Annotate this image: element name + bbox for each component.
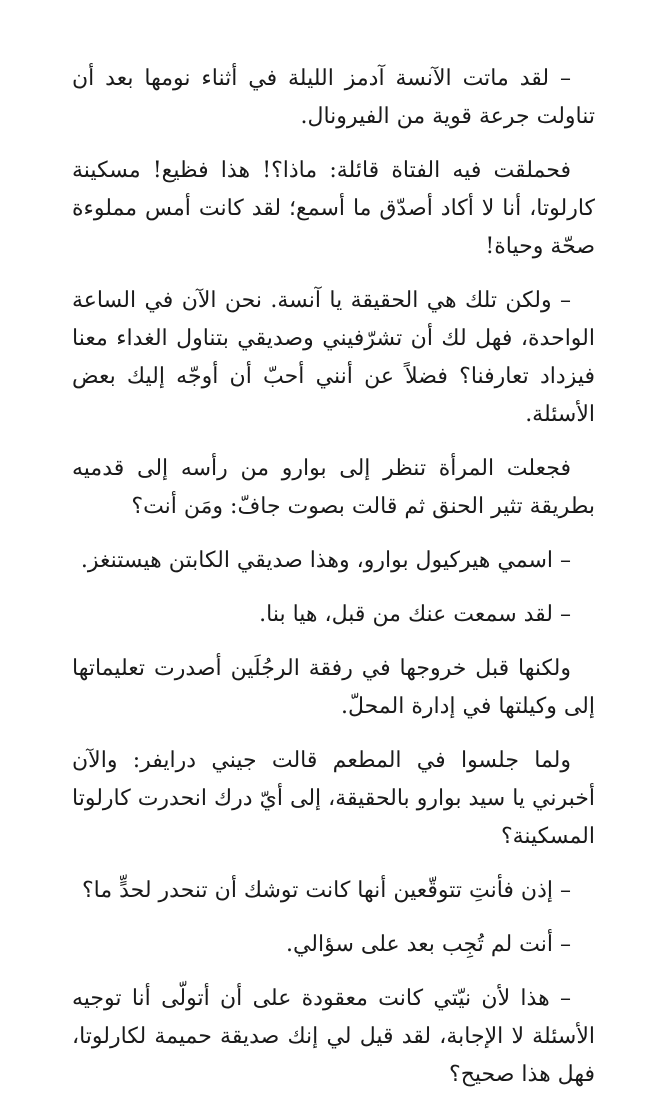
- paragraph-2: فحملقت فيه الفتاة قائلة: ماذا؟! هذا فظيع! مسكينة كارلوتا، أنا لا أكاد أصدّق ما أسمع؛ لقد كانت أمس مملوءة صحّة وحياة!: [72, 158, 595, 259]
- paragraph-1: – لقد ماتت الآنسة آدمز الليلة في أثناء نومها بعد أن تناولت جرعة قوية من الفيرونال.: [72, 66, 595, 129]
- paragraph-8: ولما جلسوا في المطعم قالت جيني درايفر: والآن أخبرني يا سيد بوارو بالحقيقة، إلى أيّ درك انحدرت كارلوتا المسكينة؟: [72, 748, 595, 849]
- paragraph-5: – اسمي هيركيول بوارو، وهذا صديقي الكابتن هيستنغز.: [80, 548, 571, 573]
- paragraph-10: – أنت لم تُجِب بعد على سؤالي.: [285, 932, 571, 957]
- paragraph-9: – إذن فأنتِ تتوقّعين أنها كانت توشك أن تنحدر لحدٍّ ما؟: [81, 878, 571, 903]
- paragraph-4: فجعلت المرأة تنظر إلى بوارو من رأسه إلى قدميه بطريقة تثير الحنق ثم قالت بصوت جافّ: ومَن أنت؟: [72, 456, 595, 519]
- paragraph-11: – هذا لأن نيّتي كانت معقودة على أن أتولّى أنا توجيه الأسئلة لا الإجابة، لقد قيل لي إنك صديقة حميمة لكارلوتا، فهل هذا صحيح؟: [72, 986, 595, 1087]
- paragraph-6: – لقد سمعت عنك من قبل، هيا بنا.: [259, 602, 571, 627]
- paragraph-3: – ولكن تلك هي الحقيقة يا آنسة. نحن الآن في الساعة الواحدة، فهل لك أن تشرّفيني وصديقي بتناول الغداء معنا فيزداد تعارفنا؟ فضلاً عن أنني أحبّ أن أوجّه إليك بعض الأسئلة.: [72, 288, 595, 427]
- paragraph-7: ولكنها قبل خروجها في رفقة الرجُلَين أصدرت تعليماتها إلى وكيلتها في إدارة المحلّ.: [72, 656, 595, 719]
